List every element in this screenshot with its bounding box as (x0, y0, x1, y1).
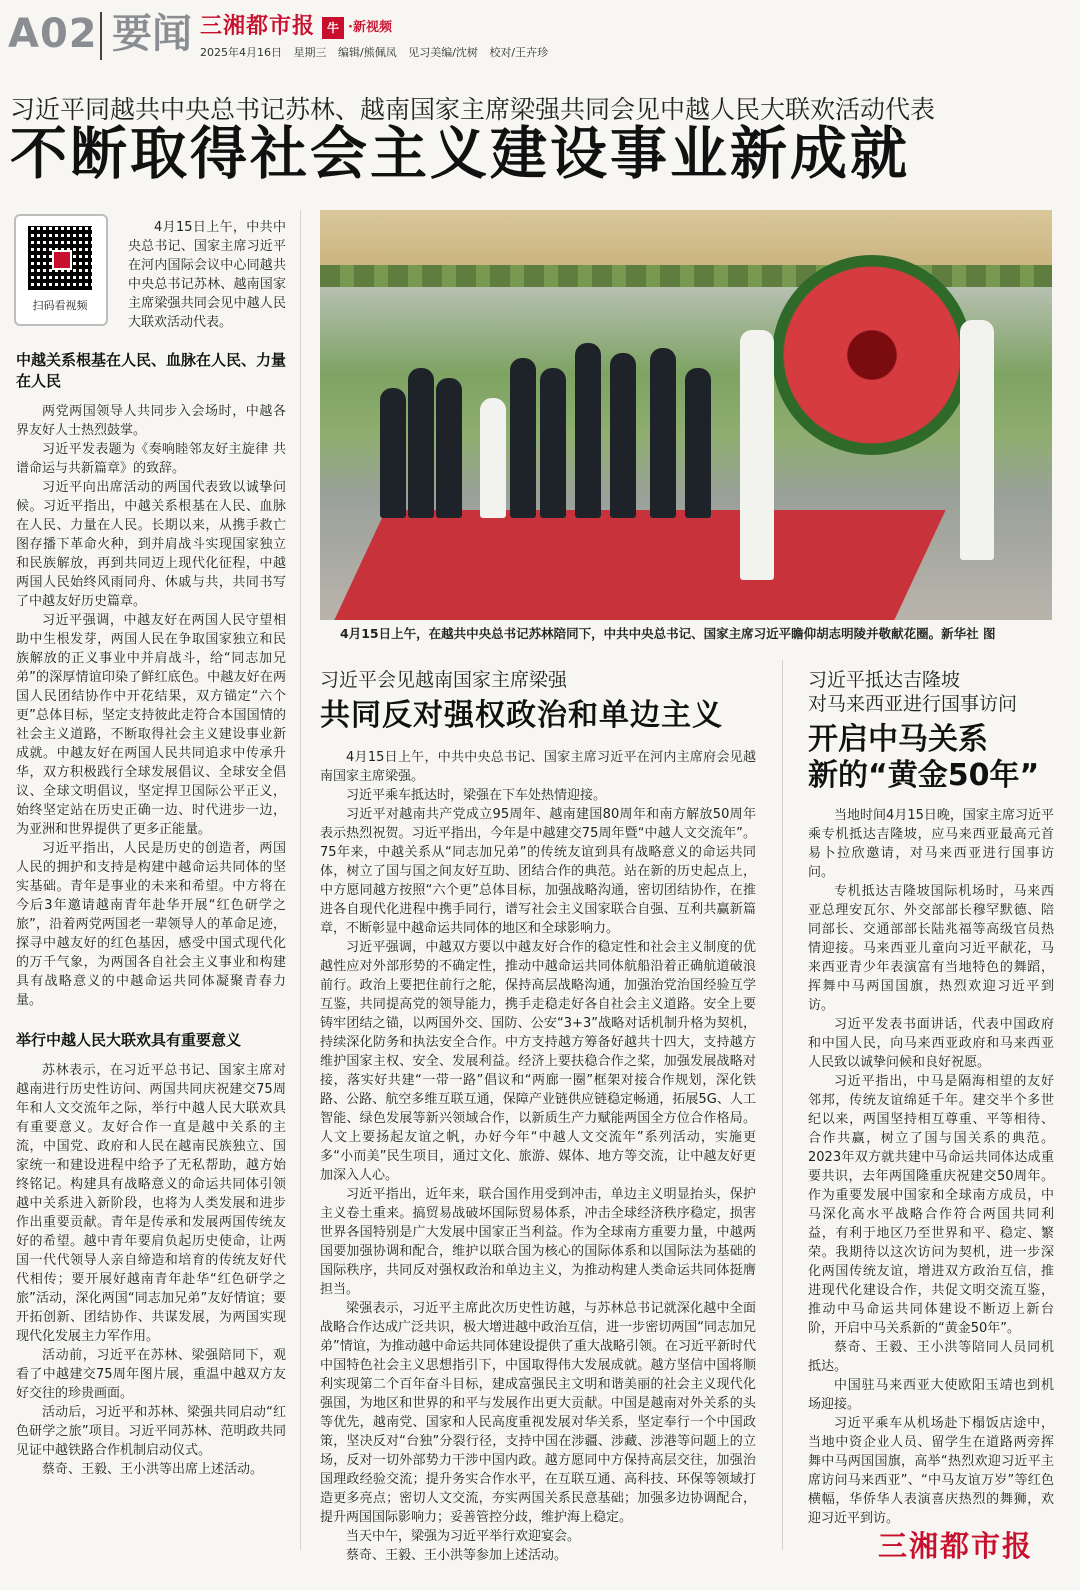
paragraph: 习近平强调，中越双方要以中越友好合作的稳定性和社会主义制度的优越性应对外部形势的不确定性，推动中越命运共同体航船沿着正确航道破浪前行。政治上要把住前行之舵，保持高层战略沟通，加强治党治国经验互学互鉴，共同提高党的领导能力，携手走稳走好各自社会主义道路。安全上要铸牢团结之锚，以两国外交、国防、公安“3+3”战略对话机制升格为契机，持续深化防务和执法安全合作。中方支持越方筹备好越共十四大，支持越方维护国家主权、安全、发展利益。经济上要扶稳合作之桨，加强发展战略对接，落实好共建“一带一路”倡议和“两廊一圈”框架对接合作规划，深化铁路、公路、航空多维互联互通，保障产业链供应链稳定畅通，拓展5G、人工智能、绿色发展等新兴领域合作，以新质生产力赋能两国全方位合作格局。人文上要扬起友谊之帆，办好今年“中越人文交流年”系列活动，实施更多“小而美”民生项目，通过文化、旅游、媒体、地方等交流，让中越友好更加深入人心。 (320, 940, 756, 1183)
paragraph: 蔡奇、王毅、王小洪等出席上述活动。 (42, 1462, 264, 1477)
paragraph: 习近平乘车从机场赴下榻饭店途中，当地中资企业人员、留学生在道路两旁挥舞中马两国国旗，高举“热烈欢迎习近平主席访问马来西亚”、“中马友谊万岁”等红色横幅，华侨华人表演喜庆热烈的舞狮，欢迎习近平到访。 (808, 1416, 1054, 1526)
paragraph: 梁强表示，习近平主席此次历史性访越，与苏林总书记就深化越中全面战略合作达成广泛共识，极大增进越中政治互信，进一步密切两国“同志加兄弟”情谊，为推动越中命运共同体建设提供了重大战略引领。在习近平新时代中国特色社会主义思想指引下，中国取得伟大发展成就。越方坚信中国将顺利实现第二个百年奋斗目标，建成富强民主文明和谐美丽的社会主义现代化强国，为地区和世界的和平与发展作出更大贡献。中国是越南对外关系的头等优先，越南党、国家和人民高度重视发展对华关系，坚定奉行一个中国政策，坚决反对“台独”分裂行径，支持中国在涉疆、涉藏、涉港等问题上的立场，反对一切外部势力干涉中国内政。越方愿同中方保持高层交往，加强治国理政经验交流；提升务实合作水平，在互联互通、高科技、环保等领域打造更多亮点；密切人文交流，夯实两国关系民意基础；加强多边协调配合，提升两国国际影响力；妥善管控分歧，维护海上稳定。 (320, 1301, 756, 1525)
column-divider (300, 210, 301, 1550)
article1-subhead-1: 中越关系根基在人民、血脉在人民、力量在人民 (16, 351, 287, 390)
article3-kicker-2: 对马来西亚进行国事访问 (808, 693, 1018, 715)
article2-body (320, 748, 756, 1563)
paragraph: 当天中午，梁强为习近平举行欢迎宴会。 (346, 1529, 581, 1544)
article1-body (16, 346, 286, 1554)
proofreader-credit: 校对/王卉珍 (489, 46, 549, 59)
paragraph: 蔡奇、王毅、王小洪等陪同人员同机抵达。 (808, 1340, 1054, 1374)
paragraph: 习近平向出席活动的两国代表致以诚挚问候。习近平指出，中越关系根基在人民、血脉在人民、力量在人民。长期以来，从携手救亡图存播下革命火种，到并肩战斗实现国家独立和民族解放，再到共同迈上现代化征程，中越两国人民始终风雨同舟、休戚与共，共同书写了中越友好历史篇章。 (16, 480, 286, 609)
headline-kicker: 习近平同越共中央总书记苏林、越南国家主席梁强共同会见中越人民大联欢活动代表 (10, 95, 936, 124)
issue-date: 2025年4月16日 (200, 46, 282, 59)
paragraph: 活动后，习近平和苏林、梁强共同启动“红色研学之旅”项目。习近平同苏林、范明政共同见证中越铁路合作机制启动仪式。 (16, 1405, 286, 1458)
photo-honor-guard (960, 320, 994, 560)
photo-caption: 4月15日上午，在越共中央总书记苏林陪同下，中共中央总书记、国家主席习近平瞻仰胡志明陵并敬献花圈。新华社 图 (340, 626, 996, 641)
article3-body (808, 806, 1054, 1528)
lead-paragraph (128, 218, 286, 332)
article3-title-2: 新的“黄金50年” (808, 758, 1040, 793)
paragraph: 4月15日上午，中共中央总书记、国家主席习近平在河内主席府会见越南国家主席梁强。 (320, 750, 756, 784)
page-number: A02 (8, 11, 98, 57)
issue-weekday: 星期三 (293, 46, 327, 59)
photo-delegation (380, 318, 740, 518)
paragraph: 习近平乘车抵达时，梁强在下车处热情迎接。 (346, 788, 607, 803)
paragraph: 习近平强调，中越友好在两国人民守望相助中生根发芽，两国人民在争取国家独立和民族解放的正义事业中并肩战斗，给“同志加兄弟”的深厚情谊印染了鲜红底色。中越友好在两国人民团结协作中开花结果，双方锚定“六个更”总体目标，坚定支持彼此走符合本国国情的社会主义道路，不断取得社会主义建设事业新成就。中越友好在两国人民共同追求中传承升华，双方积极践行全球发展倡议、全球安全倡议、全球文明倡议，坚定捍卫国际公平正义，始终坚定站在历史正确一边、时代进步一边，为亚洲和世界提供了更多正能量。 (16, 613, 286, 837)
paragraph: 当地时间4月15日晚，国家主席习近平乘专机抵达吉隆坡，应马来西亚最高元首易卜拉欣邀请，对马来西亚进行国事访问。 (808, 808, 1054, 880)
lead-text: 4月15日上午，中共中央总书记、国家主席习近平在河内国际会议中心同越共中央总书记苏林、越南国家主席梁强共同会见中越人民大联欢活动代表。 (128, 220, 286, 330)
article1-subhead-2: 举行中越人民大联欢具有重要意义 (16, 1031, 242, 1049)
photo-honor-guard (740, 330, 774, 580)
column-divider (782, 660, 783, 1550)
paragraph: 中国驻马来西亚大使欧阳玉靖也到机场迎接。 (808, 1378, 1054, 1412)
photo-red-carpet (334, 510, 945, 620)
article3-title-1: 开启中马关系 (808, 722, 988, 757)
app-badge (322, 16, 392, 39)
article2-kicker: 习近平会见越南国家主席梁强 (320, 669, 568, 691)
paragraph: 苏林表示，在习近平总书记、国家主席对越南进行历史性访问、两国共同庆祝建交75周年和人文交流年之际，举行中越人民大联欢具有重要意义。友好合作一直是越中关系的主流，中国党、政府和人民在越南民族独立、国家统一和建设进程中给予了无私帮助，越方始终铭记。构建具有战略意义的命运共同体引领越中关系进入新阶段，也将为人类发展和进步作出重要贡献。青年是传承和发展两国传统友好的希望。越中青年要肩负起历史使命，让两国一代代领导人亲自缔造和培育的传统友好代代相传；要开展好越南青年赴华“红色研学之旅”活动，深化两国“同志加兄弟”友好情谊；要开拓创新、团结协作、共谋发展，为两国实现现代化发展主力军作用。 (16, 1063, 286, 1344)
article2-title: 共同反对强权政治和单边主义 (320, 698, 723, 733)
designer-credit: 见习美编/沈树 (408, 46, 478, 59)
article3-kicker-1: 习近平抵达吉隆坡 (808, 669, 961, 691)
paragraph: 蔡奇、王毅、王小洪等参加上述活动。 (346, 1548, 568, 1563)
qr-label: 扫码看视频 (32, 299, 88, 312)
section-name: 要闻 (112, 11, 192, 57)
paragraph: 专机抵达吉隆坡国际机场时，马来西亚总理安瓦尔、外交部部长穆罕默德、陪同部长、交通部部长陆兆福等高级官员热情迎接。马来西亚儿童向习近平献花，马来西亚青少年表演富有当地特色的舞蹈，挥舞中马两国国旗，热烈欢迎习近平到访。 (808, 884, 1054, 1013)
masthead-divider (100, 12, 102, 60)
main-headline: 不断取得社会主义建设事业新成就 (10, 121, 910, 187)
footer-paper-logo: 三湘都市报 (878, 1526, 1058, 1566)
app-name: ·新视频 (348, 20, 392, 35)
issue-info (200, 44, 556, 60)
paper-logo: 三湘都市报 (200, 14, 316, 39)
paragraph: 习近平对越南共产党成立95周年、越南建国80周年和南方解放50周年表示热烈祝贺。习近平指出，今年是中越建交75周年暨“中越人文交流年”。75年来，中越关系从“同志加兄弟”的传统友谊到具有战略意义的命运共同体，树立了国与国之间友好互助、团结合作的典范。站在新的历史起点上，中方愿同越方按照“六个更”总体目标，加强战略沟通，密切团结协作，在推进各自现代化进程中携手同行，谱写社会主义国家联合自强、互利共赢新篇章，不断彰显中越命运共同体的地区和全球影响力。 (320, 807, 756, 936)
app-logo-icon: 牛 (322, 17, 344, 39)
paragraph: 习近平指出，中马是隔海相望的友好邻邦，传统友谊绵延千年。建交半个多世纪以来，两国坚持相互尊重、平等相待、合作共赢，树立了国与国关系的典范。2023年双方就共建中马命运共同体达成重要共识，去年两国隆重庆祝建交50周年。作为重要发展中国家和全球南方成员，中马深化高水平战略合作符合两国共同利益，有利于地区乃至世界和平、稳定、繁荣。我期待以这次访问为契机，进一步深化两国传统友谊，增进双方政治互信，推进现代化建设合作，共促文明交流互鉴，推动中马命运共同体建设不断迈上新台阶，开启中马关系新的“黄金50年”。 (808, 1074, 1054, 1336)
qr-code-icon[interactable] (28, 226, 92, 290)
paragraph: 活动前，习近平在苏林、梁强陪同下，观看了中越建交75周年图片展，重温中越双方友好交往的珍贵画面。 (16, 1348, 286, 1401)
editor-credit: 编辑/熊佩凤 (338, 46, 397, 59)
paragraph: 习近平指出，近年来，联合国作用受到冲击，单边主义明显抬头，保护主义卷土重来。搞贸易战破坏国际贸易体系，冲击全球经济秩序稳定，损害世界各国特别是广大发展中国家正当利益。作为全球南方重要力量，中越两国要加强协调和配合，维护以联合国为核心的国际体系和以国际法为基础的国际秩序，共同反对强权政治和单边主义，为推动构建人类命运共同体挺膺担当。 (320, 1187, 756, 1297)
paragraph: 习近平发表题为《奏响睦邻友好主旋律 共谱命运与共新篇章》的致辞。 (16, 442, 286, 476)
photo-background (320, 210, 1052, 280)
paragraph: 两党两国领导人共同步入会场时，中越各界友好人士热烈鼓掌。 (16, 404, 286, 438)
paragraph: 习近平指出，人民是历史的创造者，两国人民的拥护和支持是构建中越命运共同体的坚实基础。青年是事业的未来和希望。中方将在今后3年邀请越南青年赴华开展“红色研学之旅”，沿着两党两国老一辈领导人的革命足迹，探寻中越友好的红色基因，感受中国式现代化的万千气象，为两国各自社会主义事业和构建具有战略意义的中越命运共同体凝聚青春力量。 (16, 841, 286, 1008)
news-photo (320, 210, 1052, 620)
paragraph: 习近平发表书面讲话，代表中国政府和中国人民，向马来西亚政府和马来西亚人民致以诚挚问候和良好祝愿。 (808, 1017, 1054, 1070)
